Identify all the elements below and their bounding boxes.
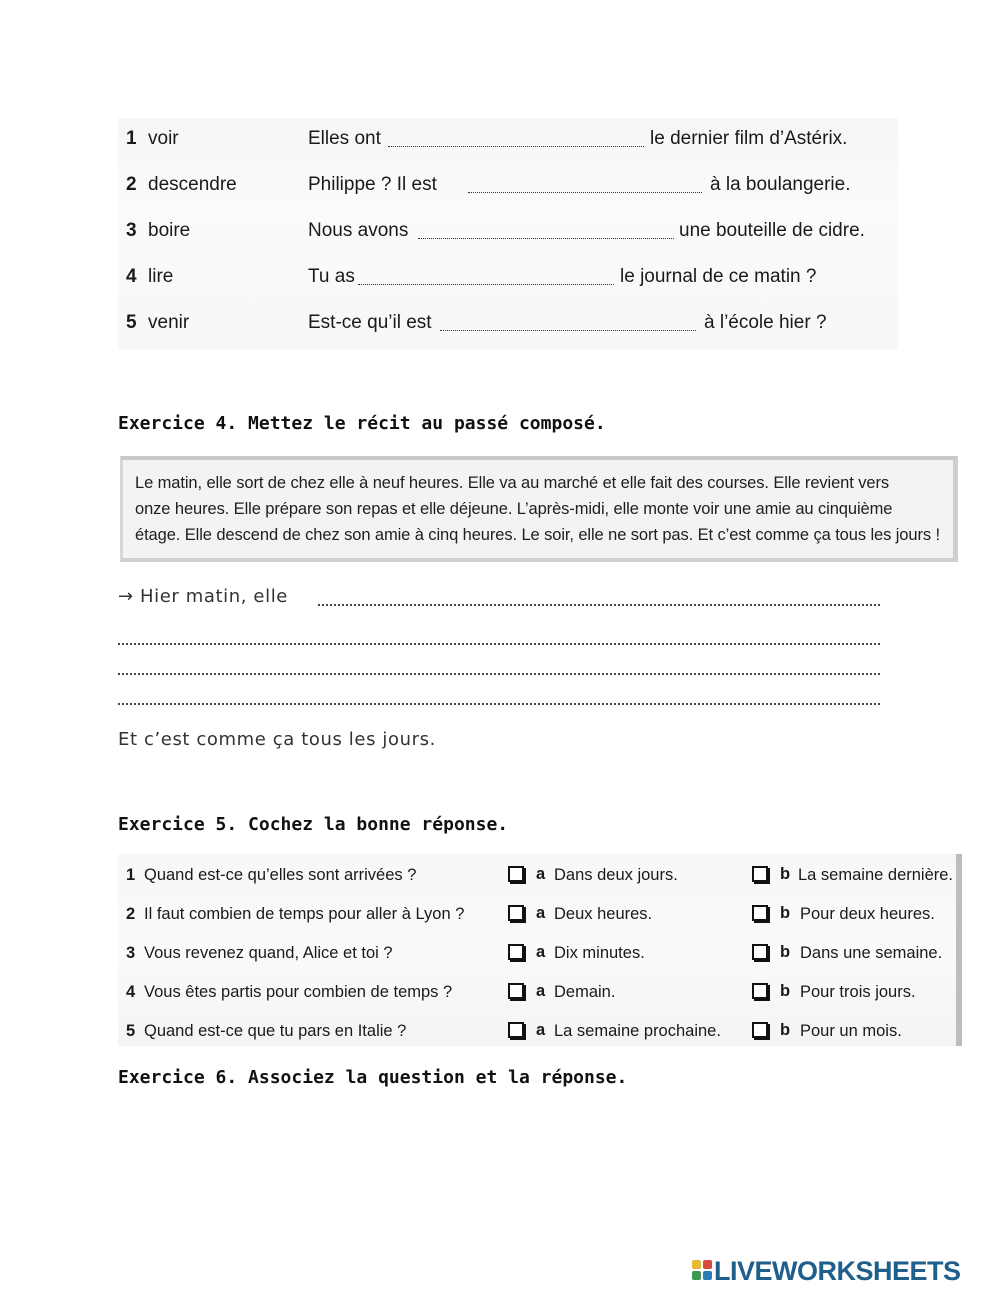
option-letter: b — [780, 943, 791, 961]
row-number: 4 — [126, 266, 137, 287]
verb: venir — [148, 312, 190, 333]
option-b: Pour un mois. — [800, 1022, 902, 1040]
sentence-start: Elles ont — [308, 128, 381, 149]
exercise-3-row — [118, 212, 898, 252]
checkbox-a[interactable] — [508, 866, 524, 882]
sentence-end: une bouteille de cidre. — [679, 220, 865, 241]
option-letter: a — [536, 865, 546, 883]
question: Vous êtes partis pour combien de temps ? — [144, 983, 453, 1001]
option-b: Pour trois jours. — [800, 983, 916, 1001]
option-letter: b — [780, 982, 791, 1000]
exercise-5-title: Exercice 5. Cochez la bonne réponse. — [118, 814, 509, 835]
sentence-end: à l’école hier ? — [704, 312, 827, 333]
option-a: Dans deux jours. — [554, 866, 678, 884]
answer-blank[interactable] — [440, 330, 696, 331]
option-letter: a — [536, 1021, 546, 1039]
answer-blank[interactable] — [468, 192, 702, 193]
option-a: La semaine prochaine. — [554, 1022, 721, 1040]
question: Il faut combien de temps pour aller à Lyon ? — [144, 905, 465, 923]
question: Vous revenez quand, Alice et toi ? — [144, 944, 393, 962]
row-number: 3 — [126, 220, 137, 241]
exercise-5-table — [118, 854, 962, 1046]
option-a: Deux heures. — [554, 905, 653, 923]
answer-blank[interactable] — [388, 146, 644, 147]
answer-line[interactable] — [118, 703, 880, 705]
option-b: Pour deux heures. — [800, 905, 935, 923]
option-letter: b — [780, 1021, 791, 1039]
answer-line[interactable] — [318, 604, 880, 606]
exercise-5-row — [118, 895, 958, 935]
row-number: 5 — [126, 1022, 136, 1040]
sentence-end: le dernier film d’Astérix. — [650, 128, 848, 149]
sentence-start: Nous avons — [308, 220, 409, 241]
logo-text: LIVEWORKSHEETS — [714, 1256, 961, 1286]
exercise-6-title: Exercice 6. Associez la question et la réponse. — [118, 1067, 628, 1088]
checkbox-b[interactable] — [752, 983, 768, 999]
exercise-5-row — [118, 1012, 958, 1052]
option-letter: a — [536, 943, 546, 961]
sentence-start: Est-ce qu’il est — [308, 312, 432, 333]
verb: voir — [148, 128, 179, 149]
text-line: étage. Elle descend de chez son amie à cinq heures. Le soir, elle ne sort pas. Et c’est comme ça tous les jours ! — [135, 526, 940, 544]
arrow-icon: → — [118, 586, 134, 607]
checkbox-a[interactable] — [508, 983, 524, 999]
checkbox-b[interactable] — [752, 905, 768, 921]
logo-icon — [692, 1260, 714, 1282]
liveworksheets-logo — [692, 1256, 992, 1286]
verb: boire — [148, 220, 191, 241]
row-number: 3 — [126, 944, 136, 962]
answer-closing-line: Et c’est comme ça tous les jours. — [118, 729, 436, 750]
answer-line-start — [118, 586, 288, 607]
option-letter: b — [780, 904, 791, 922]
text-line: Le matin, elle sort de chez elle à neuf heures. Elle va au marché et elle fait des courses. Elle revient vers — [135, 474, 889, 492]
answer-line[interactable] — [118, 673, 880, 675]
exercise-5-row — [118, 856, 958, 896]
option-letter: a — [536, 904, 546, 922]
checkbox-b[interactable] — [752, 944, 768, 960]
exercise-3-row — [118, 120, 898, 160]
exercise-5-row — [118, 973, 958, 1013]
sentence-end: à la boulangerie. — [710, 174, 851, 195]
answer-blank[interactable] — [358, 284, 614, 285]
answer-prefix: Hier matin, elle — [140, 586, 288, 607]
question: Quand est-ce qu’elles sont arrivées ? — [144, 866, 417, 884]
text-line: onze heures. Elle prépare son repas et elle déjeune. L’après-midi, elle monte voir une amie au cinquième — [135, 500, 893, 518]
exercise-4-text-box — [120, 456, 958, 562]
checkbox-a[interactable] — [508, 944, 524, 960]
sentence-end: le journal de ce matin ? — [620, 266, 817, 287]
option-b: La semaine dernière. — [798, 866, 954, 884]
checkbox-a[interactable] — [508, 1022, 524, 1038]
exercise-3-row — [118, 304, 898, 344]
exercise-3-row — [118, 166, 898, 206]
checkbox-b[interactable] — [752, 866, 768, 882]
option-letter: a — [536, 982, 546, 1000]
row-number: 1 — [126, 128, 137, 149]
question: Quand est-ce que tu pars en Italie ? — [144, 1022, 407, 1040]
sentence-start: Philippe ? Il est — [308, 174, 437, 195]
sentence-start: Tu as — [308, 266, 355, 287]
exercise-4-text — [135, 470, 945, 548]
answer-line[interactable] — [118, 643, 880, 645]
checkbox-a[interactable] — [508, 905, 524, 921]
verb: lire — [148, 266, 174, 287]
row-number: 2 — [126, 174, 137, 195]
option-b: Dans une semaine. — [800, 944, 943, 962]
row-number: 2 — [126, 905, 136, 923]
row-number: 1 — [126, 866, 136, 884]
exercise-3-row — [118, 258, 898, 298]
exercise-4-title: Exercice 4. Mettez le récit au passé composé. — [118, 413, 606, 434]
answer-blank[interactable] — [418, 238, 674, 239]
checkbox-b[interactable] — [752, 1022, 768, 1038]
exercise-5-row — [118, 934, 958, 974]
row-number: 4 — [126, 983, 136, 1001]
verb: descendre — [148, 174, 237, 195]
option-a: Dix minutes. — [554, 944, 645, 962]
option-letter: b — [780, 865, 791, 883]
option-a: Demain. — [554, 983, 616, 1001]
exercise-3-table — [118, 118, 898, 350]
row-number: 5 — [126, 312, 137, 333]
